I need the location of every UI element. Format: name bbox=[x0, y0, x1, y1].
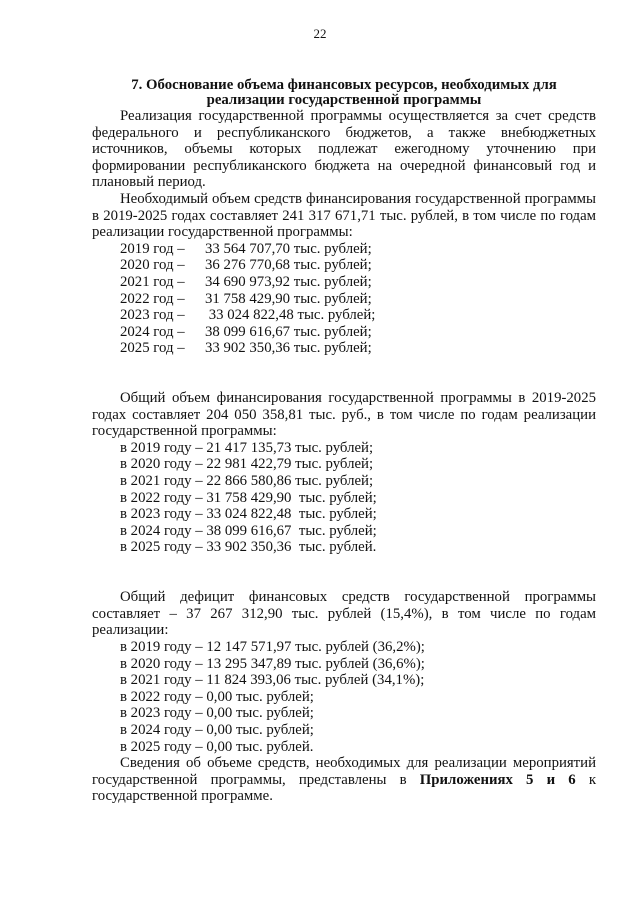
list-item: в 2025 году – 33 902 350,36 тыс. рублей. bbox=[120, 539, 377, 556]
appendix-reference: Приложениях 5 и 6 bbox=[419, 771, 576, 788]
list-item: 2021 год – 34 690 973,92 тыс. рублей; bbox=[120, 273, 372, 290]
list-item: в 2021 году – 11 824 393,06 тыс. рублей (34,1%); bbox=[120, 672, 425, 689]
list-item: в 2022 году – 0,00 тыс. рублей; bbox=[120, 688, 314, 705]
appendix-text-before: Сведения об объеме средств, необходимых для реализации мероприятий государственной программы, представлены в bbox=[92, 755, 596, 788]
appendix-text-after: к государственной программе. bbox=[92, 771, 597, 805]
list-item: 2020 год – 36 276 770,68 тыс. рублей; bbox=[120, 257, 372, 274]
list-item: в 2024 году – 0,00 тыс. рублей; bbox=[120, 721, 314, 738]
list-item: в 2019 году – 21 417 135,73 тыс. рублей; bbox=[120, 439, 374, 456]
document-body bbox=[92, 108, 596, 805]
paragraph-funding-sources: Реализация государственной программы осуществляется за счет средств федерального и республиканского бюджетов, а также внебюджетных источников, объемы которых подлежат ежегодному уточнению при формировании республиканского бюджета на очередной финансовый год и плановый период. bbox=[92, 108, 596, 191]
spacer bbox=[92, 357, 596, 374]
list-item: в 2023 году – 0,00 тыс. рублей; bbox=[120, 705, 314, 722]
list-item: в 2020 году – 22 981 422,79 тыс. рублей; bbox=[120, 456, 374, 473]
paragraph-funding-deficit: Общий дефицит финансовых средств государственной программы составляет – 37 267 312,90 тыс. рублей (15,4%), в том числе по годам реализации: bbox=[92, 589, 596, 639]
list-item: 2025 год – 33 902 350,36 тыс. рублей; bbox=[120, 340, 372, 357]
list-item: 2022 год – 31 758 429,90 тыс. рублей; bbox=[120, 290, 372, 307]
paragraph-total-funding: Общий объем финансирования государственной программы в 2019-2025 годах составляет 204 050 358,81 тыс. руб., в том числе по годам реализации государственной программы: bbox=[92, 390, 596, 440]
list-item: в 2022 году – 31 758 429,90 тыс. рублей; bbox=[120, 489, 377, 506]
list-item: в 2019 году – 12 147 571,97 тыс. рублей (36,2%); bbox=[120, 639, 425, 655]
total-funding-by-year-list bbox=[92, 440, 596, 556]
spacer bbox=[92, 374, 596, 391]
paragraph-appendix-reference bbox=[92, 755, 596, 805]
page-number: 22 bbox=[313, 26, 327, 41]
section-title bbox=[92, 78, 596, 108]
list-item: 2023 год – 33 024 822,48 тыс. рублей; bbox=[120, 307, 376, 324]
section-title-line-1: 7. Обоснование объема финансовых ресурсов, необходимых для bbox=[131, 77, 557, 93]
list-item: в 2025 году – 0,00 тыс. рублей. bbox=[120, 738, 314, 755]
spacer bbox=[92, 556, 596, 573]
list-item: 2024 год – 38 099 616,67 тыс. рублей; bbox=[120, 323, 372, 340]
spacer bbox=[92, 573, 596, 590]
section-title-line-2: реализации государственной программы bbox=[206, 92, 482, 108]
list-item: в 2024 году – 38 099 616,67 тыс. рублей; bbox=[120, 522, 377, 539]
list-item: в 2020 году – 13 295 347,89 тыс. рублей (36,6%); bbox=[120, 655, 425, 672]
list-item: в 2021 году – 22 866 580,86 тыс. рублей; bbox=[120, 473, 374, 490]
list-item: в 2023 году – 33 024 822,48 тыс. рублей; bbox=[120, 506, 377, 523]
deficit-by-year-list bbox=[92, 639, 596, 755]
list-item: 2019 год – 33 564 707,70 тыс. рублей; bbox=[120, 240, 372, 257]
paragraph-required-volume: Необходимый объем средств финансирования государственной программы в 2019-2025 годах составляет 241 317 671,71 тыс. рублей, в том числе по годам реализации государственной программы: bbox=[92, 190, 596, 241]
required-funding-by-year-list bbox=[92, 241, 596, 357]
